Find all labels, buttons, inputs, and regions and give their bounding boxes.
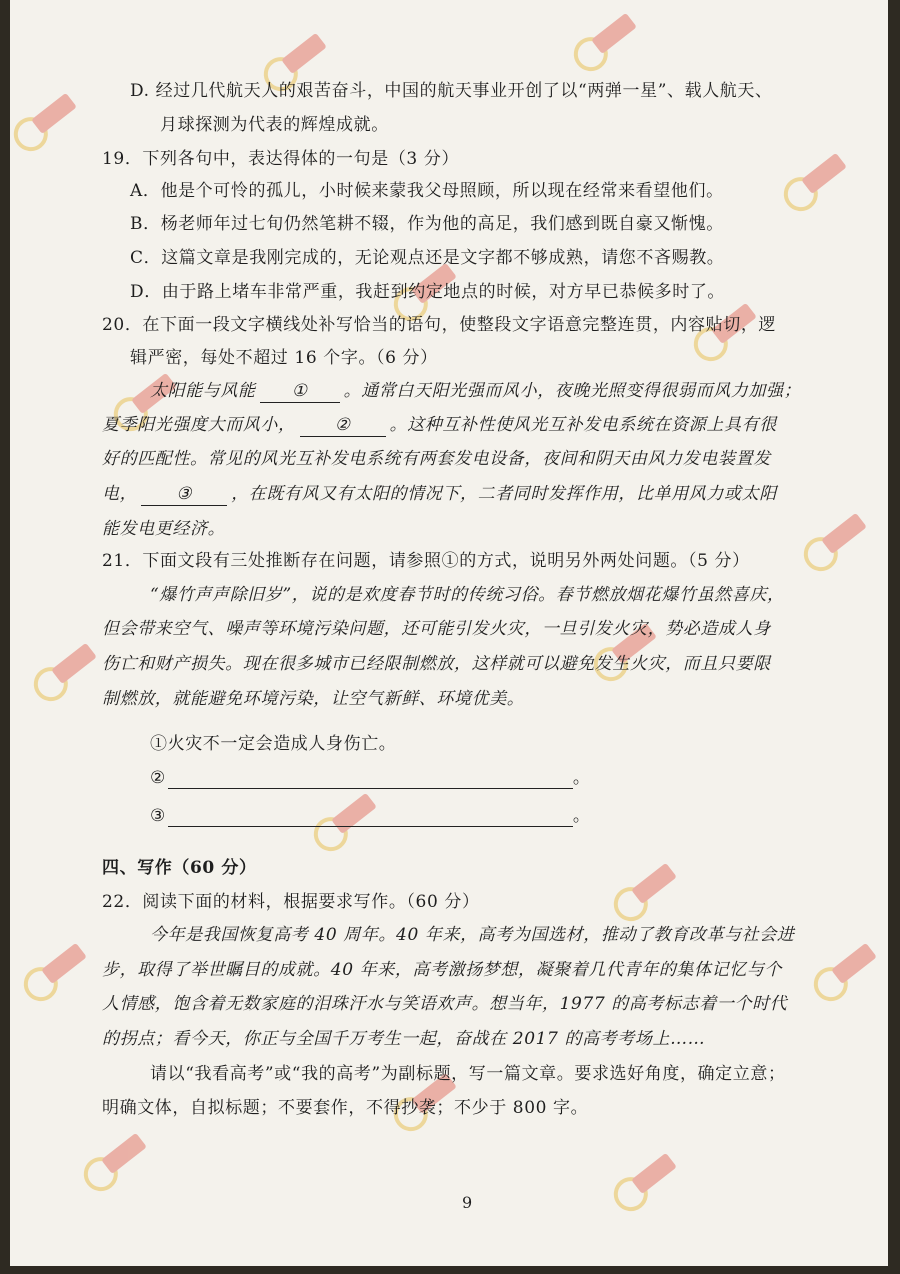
q21-answer-2-line[interactable] xyxy=(168,772,573,789)
q18-option-d-line2: 月球探测为代表的辉煌成就。 xyxy=(160,115,389,135)
q20-passage-line2 xyxy=(102,414,777,437)
watermark-logo xyxy=(803,933,886,1012)
q20-passage-text: 。这种互补性使风光互补发电系统在资源上具有很 xyxy=(389,415,777,435)
q19-stem: 19．下列各句中，表达得体的一句是（3 分） xyxy=(102,149,460,169)
q20-blank-2[interactable]: ② xyxy=(300,414,386,437)
page-number: 9 xyxy=(462,1193,473,1212)
q19-option-b: B．杨老师年过七旬仍然笔耕不辍，作为他的高足，我们感到既自豪又惭愧。 xyxy=(130,214,724,234)
q20-passage-text: 电， xyxy=(102,484,138,504)
q20-stem-line1: 20．在下面一段文字横线处补写恰当的语句，使整段文字语意完整连贯，内容贴切，逻 xyxy=(102,315,777,335)
q21-passage-line3: 伤亡和财产损失。现在很多城市已经限制燃放，这样就可以避免发生火灾，而且只要限 xyxy=(102,654,771,674)
q22-material-line2: 步，取得了举世瞩目的成就。40 年来，高考激扬梦想，凝聚着几代青年的集体记忆与个 xyxy=(102,960,783,980)
q21-passage-line2: 但会带来空气、噪声等环境污染问题，还可能引发火灾，一旦引发火灾，势必造成人身 xyxy=(102,619,771,639)
exam-page xyxy=(10,0,888,1266)
q22-material-line4: 的拐点；看今天，你正与全国千万考生一起，奋战在 2017 的高考考场上…… xyxy=(102,1029,706,1049)
q20-passage-text: 。通常白天阳光强而风小，夜晚光照变得很弱而风力加强； xyxy=(343,381,802,401)
q21-answer-3-end: 。 xyxy=(572,806,591,826)
watermark-logo xyxy=(13,933,96,1012)
q20-passage-line5: 能发电更经济。 xyxy=(102,519,226,539)
q20-passage-line4 xyxy=(102,483,777,506)
q21-answer-2-end: 。 xyxy=(572,768,591,788)
q22-stem: 22．阅读下面的材料，根据要求写作。（60 分） xyxy=(102,892,480,912)
q18-option-d-line1: D. 经过几代航天人的艰苦奋斗，中国的航天事业开创了以“两弹一星”、载人航天、 xyxy=(130,81,773,101)
q21-answer-2-row xyxy=(150,767,590,789)
watermark-logo xyxy=(23,633,106,712)
q21-answer-3-row xyxy=(150,805,590,827)
q20-passage-text: ，在既有风又有太阳的情况下，二者同时发挥作用，比单用风力或太阳 xyxy=(231,484,777,504)
q20-passage-text: 太阳能与风能 xyxy=(150,381,256,401)
q20-passage-line1 xyxy=(150,380,801,403)
q22-material-line3: 人情感，饱含着无数家庭的泪珠汗水与笑语欢声。想当年，1977 的高考标志着一个时代 xyxy=(102,994,788,1014)
watermark-logo xyxy=(793,503,876,582)
watermark-logo xyxy=(773,143,856,222)
q22-requirement-line2: 明确文体，自拟标题；不要套作，不得抄袭；不少于 800 字。 xyxy=(102,1098,589,1118)
q21-answer-2-mark: ② xyxy=(150,768,166,788)
section-heading-writing: 四、写作（60 分） xyxy=(102,858,257,878)
q21-passage-line1: “爆竹声声除旧岁”，说的是欢度春节时的传统习俗。春节燃放烟花爆竹虽然喜庆， xyxy=(150,585,785,605)
q20-passage-text: 夏季阳光强度大而风小， xyxy=(102,415,296,435)
q19-option-a: A．他是个可怜的孤儿，小时候来蒙我父母照顾，所以现在经常来看望他们。 xyxy=(130,181,724,201)
q21-answer-3-mark: ③ xyxy=(150,806,166,826)
q20-passage-line3: 好的匹配性。常见的风光互补发电系统有两套发电设备，夜间和阴天由风力发电装置发 xyxy=(102,449,771,469)
q20-stem-line2: 辑严密，每处不超过 16 个字。（6 分） xyxy=(130,348,438,368)
q21-answer-3-line[interactable] xyxy=(168,810,573,827)
q21-passage-line4: 制燃放，就能避免环境污染，让空气新鲜、环境优美。 xyxy=(102,689,525,709)
q21-answer-1: ①火灾不一定会造成人身伤亡。 xyxy=(150,734,397,754)
q20-blank-1[interactable]: ① xyxy=(260,380,340,403)
watermark-logo xyxy=(10,83,87,162)
q22-requirement-line1: 请以“我看高考”或“我的高考”为副标题，写一篇文章。要求选好角度，确定立意； xyxy=(150,1064,786,1084)
watermark-logo xyxy=(73,1123,156,1202)
q20-blank-3[interactable]: ③ xyxy=(141,483,227,506)
q21-stem: 21．下面文段有三处推断存在问题，请参照①的方式，说明另外两处问题。（5 分） xyxy=(102,551,750,571)
watermark-logo xyxy=(603,853,686,932)
q22-material-line1: 今年是我国恢复高考 40 周年。40 年来，高考为国选材，推动了教育改革与社会进 xyxy=(150,925,795,945)
watermark-logo xyxy=(563,3,646,82)
q19-option-d: D．由于路上堵车非常严重，我赶到约定地点的时候，对方早已恭候多时了。 xyxy=(130,282,726,302)
q19-option-c: C．这篇文章是我刚完成的，无论观点还是文字都不够成熟，请您不吝赐教。 xyxy=(130,248,725,268)
watermark-logo xyxy=(603,1143,686,1222)
